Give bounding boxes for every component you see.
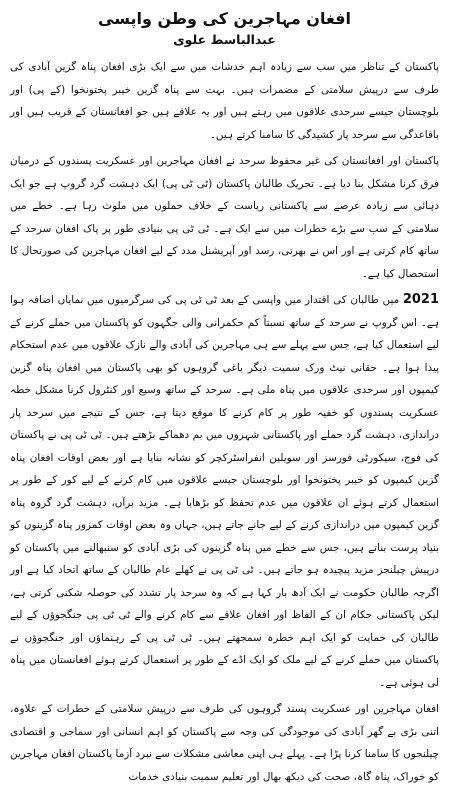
paragraph-1-text: پاکستان کے تناظر میں سب سے زیادہ اہم خدشات میں سے ایک بڑی افغان پناہ گزین آبادی کی طرف سے درپیش سلامتی کے مضمرات ہیں۔ بہت سے پناہ گزین خیبر پختونخوا (کے پی) اور بلوچستان جیسے سرحدی علاقوں میں رہتے ہیں اور یہ علاقے ہیں جو افغانستان کے قریب ہیں اور باقاعدگی سے سرحد پار کشیدگی کا سامنا کرتے ہیں۔ xyxy=(10,61,439,141)
paragraph-3-text: میں طالبان کی اقتدار میں واپسی کے بعد ٹی ٹی پی کی سرگرمیوں میں نمایاں اضافہ ہوا ہے۔ اس گروپ نے سرحد کے ساتھ نسبتاً کم حکمرانی والی جگہوں کو پاکستان میں حملے کرنے کے لیے استعمال کیا ہے، جس سے پہلے سے ہی مہاجرین کی آبادی والے نازک علاقوں میں عدم استحکام پیدا ہوا ہے۔ حقانی نیٹ ورک سمیت دیگر باغی گروہوں کو بھی پاکستان میں افغان پناہ گزین کیمپوں اور سرحدی علاقوں میں پناہ ملی ہے۔ سرحد کے ساتھ وسیع اور کنٹرول کرنا مشکل خطہ عسکریت پسندوں کو خفیہ طور پر کام کرنے کا موقع دیتا ہے، جس کے نتیجے میں سرحد پار دراندازی، دہشت گرد حملے اور پاکستانی شہروں میں بم دھماکے بڑھتے ہیں۔ ٹی ٹی پی نے پاکستان کی فوج، سیکورٹی فورسز اور سویلین انفراسٹرکچر کو نشانہ بنایا ہے اور بعض اوقات افغان پناہ گزین کیمپوں کو خیبر پختونخوا اور بلوچستان جیسے علاقوں میں کام کرنے کے لیے کور کے طور پر استعمال کرتے ہوئے ان علاقوں میں عدم تحفظ کو بڑھایا ہے۔ مزید برآں، دہشت گرد گروہ پناہ گزین کیمپوں میں دراندازی کرنے کے لیے جانے جاتے ہیں، جہاں وہ بعض اوقات کمزور پناہ گزینوں کو بنیاد پرست بناتے ہیں، جس سے خطے میں پناہ گزینوں کی بڑی آبادی کو سنبھالنے میں پاکستان کو درپیش چیلنجز مزید پیچیدہ ہو جاتے ہیں۔ ٹی ٹی پی نے کھلے عام طالبان کے ساتھ اتحاد کیا ہے اور اگرچہ طالبان حکومت نے ایک آدھ بار کہا ہے کہ وہ سرحد پار تشدد کی حوصلہ شکنی کرتی ہے، لیکن پاکستانی حکام ان کے الفاظ اور افغان علاقے سے کام کرنے والے ٹی ٹی پی جنگجوؤں کے لیے طالبان کی حمایت کو ایک اہم خطرہ سمجھتے ہیں۔ ٹی ٹی پی کے رہنماؤں اور جنگجوؤں نے پاکستان میں حملے کرنے کے لیے ملک کو ایک اڈے کے طور پر استعمال کرتے ہوئے افغانستان میں پناہ لی ہوئی ہے۔ xyxy=(10,294,439,689)
paragraph-1 xyxy=(10,56,439,146)
paragraph-3 xyxy=(10,289,439,694)
paragraph-2-text: پاکستان اور افغانستان کی غیر محفوظ سرحد نے افغان مہاجرین اور عسکریت پسندوں کے درمیان فرق کرنا مشکل بنا دیا ہے۔ تحریک طالبان پاکستان (ٹی ٹی پی) ایک دہشت گرد گروپ ہے جو ایک دہائی سے زیادہ عرصے سے پاکستانی ریاست کے خلاف حملوں میں ملوث رہا ہے۔ خطے میں سلامتی کے سب سے بڑے خطرات میں سے ایک ہے۔ ٹی ٹی پی بنیادی طور پر پاک افغان سرحد کے ساتھ کام کرتی ہے اور اس نے بھرتی، رسد اور آپریشنل مدد کے لیے افغان مہاجرین کی صورتحال کا استحصال کیا ہے۔ xyxy=(10,155,439,280)
paragraph-3-year: 2021 xyxy=(402,292,439,307)
article-title: افغان مہاجرین کی وطن واپسی xyxy=(98,9,351,28)
paragraph-4 xyxy=(10,698,439,788)
paragraph-2 xyxy=(10,150,439,285)
article-author: عبدالباسط علوی xyxy=(173,32,276,47)
article-body xyxy=(10,56,439,788)
paragraph-4-text: افغان مہاجرین اور عسکریت پسند گروہوں کی طرف سے درپیش سلامتی کے خطرات کے علاوہ، اتنی بڑی بے گھر آبادی کی موجودگی کی وجہ سے پاکستان کو اہم انسانی اور سماجی و اقتصادی چیلنجوں کا سامنا کرنا پڑا ہے۔ پہلے ہی اپنی معاشی مشکلات سے نبرد آزما پاکستان افغان مہاجرین کو خوراک، پناہ گاہ، صحت کی دیکھ بھال اور تعلیم سمیت بنیادی خدمات xyxy=(9,703,439,783)
